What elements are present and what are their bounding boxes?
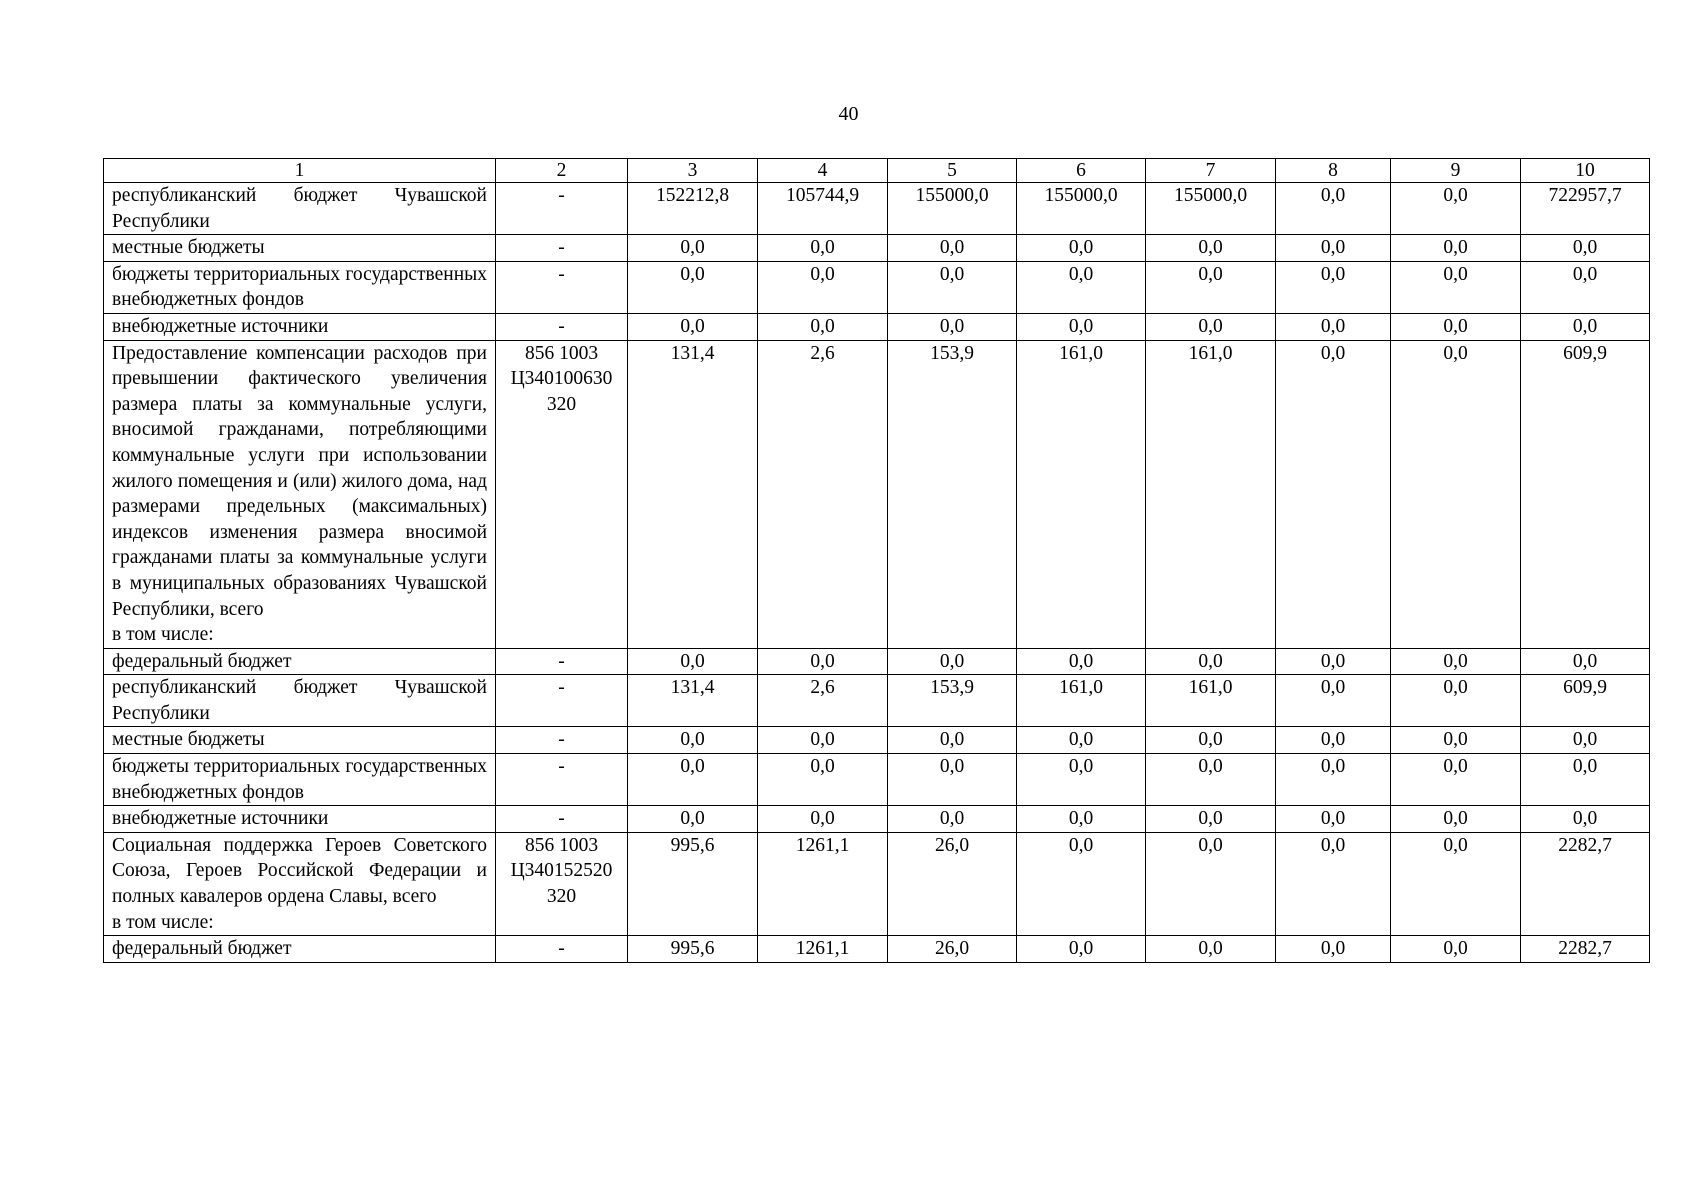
value-cell-col-7: 0,0 xyxy=(1146,235,1276,262)
value-cell-col-6: 161,0 xyxy=(1017,675,1146,727)
value-cell-col-8: 0,0 xyxy=(1276,832,1391,935)
value-cell-col-5: 153,9 xyxy=(888,340,1017,648)
value-cell-col-6: 0,0 xyxy=(1017,648,1146,675)
row-code: - xyxy=(496,936,628,963)
table-row xyxy=(104,261,1650,313)
value-cell-col-4: 2,6 xyxy=(758,675,888,727)
value-cell-col-10: 0,0 xyxy=(1521,648,1650,675)
value-cell-col-4: 0,0 xyxy=(758,235,888,262)
value-cell-col-6: 0,0 xyxy=(1017,832,1146,935)
row-name-text: местные бюджеты xyxy=(112,237,265,259)
value-cell-col-7: 0,0 xyxy=(1146,648,1276,675)
row-name-text: Социальная поддержка Героев Советского Союза, Героев Российской Федерации и полных кавалеров ордена Славы, всего xyxy=(112,834,487,908)
table-row xyxy=(104,936,1650,963)
page-number: 40 xyxy=(838,103,859,125)
header-cell-5: 5 xyxy=(888,159,1017,183)
value-cell-col-4: 1261,1 xyxy=(758,936,888,963)
value-cell-col-4: 0,0 xyxy=(758,261,888,313)
value-cell-col-5: 0,0 xyxy=(888,648,1017,675)
table-row xyxy=(104,648,1650,675)
value-cell-col-7: 0,0 xyxy=(1146,313,1276,340)
value-cell-col-6: 0,0 xyxy=(1017,313,1146,340)
header-cell-10: 10 xyxy=(1521,159,1650,183)
value-cell-col-5: 0,0 xyxy=(888,727,1017,754)
value-cell-col-8: 0,0 xyxy=(1276,648,1391,675)
value-cell-col-3: 0,0 xyxy=(628,235,758,262)
row-subtitle: в том числе: xyxy=(112,911,214,933)
value-cell-col-8: 0,0 xyxy=(1276,754,1391,806)
row-code: - xyxy=(496,648,628,675)
row-name xyxy=(104,727,496,754)
value-cell-col-4: 0,0 xyxy=(758,727,888,754)
header-cell-8: 8 xyxy=(1276,159,1391,183)
value-cell-col-5: 0,0 xyxy=(888,754,1017,806)
value-cell-col-9: 0,0 xyxy=(1391,261,1521,313)
value-cell-col-8: 0,0 xyxy=(1276,806,1391,833)
value-cell-col-5: 0,0 xyxy=(888,806,1017,833)
row-name xyxy=(104,340,496,648)
header-cell-2: 2 xyxy=(496,159,628,183)
value-cell-col-3: 152212,8 xyxy=(628,183,758,235)
row-name xyxy=(104,806,496,833)
value-cell-col-9: 0,0 xyxy=(1391,832,1521,935)
value-cell-col-6: 0,0 xyxy=(1017,727,1146,754)
value-cell-col-5: 0,0 xyxy=(888,235,1017,262)
value-cell-col-3: 0,0 xyxy=(628,648,758,675)
row-code: - xyxy=(496,183,628,235)
row-name xyxy=(104,936,496,963)
table-row xyxy=(104,675,1650,727)
value-cell-col-3: 0,0 xyxy=(628,261,758,313)
row-name-text: Предоставление компенсации расходов при превышении фактического увеличения размера платы за коммунальные услуги, вносимой гражданами, потребляющими коммунальные услуги при использовании жилого помещения и (или) жилого дома, над размерами предельных (максимальных) индексов изменения размера вносимой гражданами платы за коммунальные услуги в муниципальных образованиях Чувашской Республики, всего xyxy=(112,342,487,620)
value-cell-col-5: 0,0 xyxy=(888,261,1017,313)
value-cell-col-7: 0,0 xyxy=(1146,806,1276,833)
value-cell-col-5: 0,0 xyxy=(888,313,1017,340)
table-row xyxy=(104,340,1650,648)
row-code: 856 1003 Ц340152520 320 xyxy=(496,832,628,935)
row-code: - xyxy=(496,313,628,340)
row-subtitle: в том числе: xyxy=(112,624,214,646)
value-cell-col-4: 0,0 xyxy=(758,313,888,340)
value-cell-col-9: 0,0 xyxy=(1391,936,1521,963)
table-row xyxy=(104,832,1650,935)
row-code: 856 1003 Ц340100630 320 xyxy=(496,340,628,648)
row-name xyxy=(104,313,496,340)
value-cell-col-4: 0,0 xyxy=(758,806,888,833)
value-cell-col-5: 153,9 xyxy=(888,675,1017,727)
header-row xyxy=(104,159,1650,183)
value-cell-col-7: 0,0 xyxy=(1146,936,1276,963)
value-cell-col-8: 0,0 xyxy=(1276,340,1391,648)
value-cell-col-7: 161,0 xyxy=(1146,675,1276,727)
value-cell-col-9: 0,0 xyxy=(1391,340,1521,648)
table-row xyxy=(104,727,1650,754)
value-cell-col-6: 161,0 xyxy=(1017,340,1146,648)
value-cell-col-3: 0,0 xyxy=(628,806,758,833)
value-cell-col-8: 0,0 xyxy=(1276,183,1391,235)
header-cell-6: 6 xyxy=(1017,159,1146,183)
value-cell-col-8: 0,0 xyxy=(1276,313,1391,340)
row-name xyxy=(104,754,496,806)
value-cell-col-5: 26,0 xyxy=(888,832,1017,935)
value-cell-col-3: 995,6 xyxy=(628,936,758,963)
value-cell-col-3: 0,0 xyxy=(628,754,758,806)
row-code: - xyxy=(496,675,628,727)
row-name xyxy=(104,261,496,313)
value-cell-col-7: 155000,0 xyxy=(1146,183,1276,235)
value-cell-col-9: 0,0 xyxy=(1391,235,1521,262)
value-cell-col-7: 0,0 xyxy=(1146,261,1276,313)
row-name-text: республиканский бюджет Чувашской Республики xyxy=(112,185,487,232)
header-cell-3: 3 xyxy=(628,159,758,183)
value-cell-col-3: 995,6 xyxy=(628,832,758,935)
value-cell-col-10: 722957,7 xyxy=(1521,183,1650,235)
value-cell-col-10: 0,0 xyxy=(1521,727,1650,754)
value-cell-col-4: 0,0 xyxy=(758,648,888,675)
value-cell-col-6: 0,0 xyxy=(1017,235,1146,262)
budget-table xyxy=(103,158,1650,963)
value-cell-col-10: 0,0 xyxy=(1521,806,1650,833)
value-cell-col-10: 0,0 xyxy=(1521,261,1650,313)
value-cell-col-3: 0,0 xyxy=(628,727,758,754)
value-cell-col-6: 0,0 xyxy=(1017,806,1146,833)
value-cell-col-9: 0,0 xyxy=(1391,806,1521,833)
value-cell-col-3: 0,0 xyxy=(628,313,758,340)
value-cell-col-9: 0,0 xyxy=(1391,313,1521,340)
value-cell-col-10: 2282,7 xyxy=(1521,832,1650,935)
value-cell-col-8: 0,0 xyxy=(1276,675,1391,727)
row-code: - xyxy=(496,727,628,754)
value-cell-col-3: 131,4 xyxy=(628,340,758,648)
value-cell-col-7: 0,0 xyxy=(1146,754,1276,806)
row-name-text: федеральный бюджет xyxy=(112,650,292,672)
value-cell-col-10: 609,9 xyxy=(1521,340,1650,648)
row-code: - xyxy=(496,806,628,833)
value-cell-col-8: 0,0 xyxy=(1276,235,1391,262)
row-name xyxy=(104,183,496,235)
table-body xyxy=(104,159,1650,963)
header-cell-4: 4 xyxy=(758,159,888,183)
row-name xyxy=(104,235,496,262)
value-cell-col-5: 155000,0 xyxy=(888,183,1017,235)
row-name-text: внебюджетные источники xyxy=(112,315,329,337)
row-name-text: бюджеты территориальных государственных внебюджетных фондов xyxy=(112,263,487,311)
table-row xyxy=(104,754,1650,806)
value-cell-col-8: 0,0 xyxy=(1276,936,1391,963)
value-cell-col-6: 0,0 xyxy=(1017,936,1146,963)
table-row xyxy=(104,183,1650,235)
row-code: - xyxy=(496,754,628,806)
value-cell-col-9: 0,0 xyxy=(1391,754,1521,806)
value-cell-col-10: 2282,7 xyxy=(1521,936,1650,963)
value-cell-col-4: 0,0 xyxy=(758,754,888,806)
row-code: - xyxy=(496,261,628,313)
value-cell-col-7: 161,0 xyxy=(1146,340,1276,648)
value-cell-col-9: 0,0 xyxy=(1391,183,1521,235)
header-cell-1: 1 xyxy=(104,159,496,183)
table-row xyxy=(104,806,1650,833)
row-name xyxy=(104,832,496,935)
value-cell-col-10: 0,0 xyxy=(1521,754,1650,806)
value-cell-col-10: 609,9 xyxy=(1521,675,1650,727)
value-cell-col-4: 105744,9 xyxy=(758,183,888,235)
value-cell-col-6: 0,0 xyxy=(1017,261,1146,313)
row-name-text: бюджеты территориальных государственных внебюджетных фондов xyxy=(112,756,487,803)
table-row xyxy=(104,313,1650,340)
row-name-text: внебюджетные источники xyxy=(112,808,329,830)
value-cell-col-4: 2,6 xyxy=(758,340,888,648)
table-row xyxy=(104,235,1650,262)
value-cell-col-5: 26,0 xyxy=(888,936,1017,963)
value-cell-col-7: 0,0 xyxy=(1146,727,1276,754)
row-name-text: местные бюджеты xyxy=(112,729,265,751)
value-cell-col-10: 0,0 xyxy=(1521,313,1650,340)
value-cell-col-6: 155000,0 xyxy=(1017,183,1146,235)
value-cell-col-6: 0,0 xyxy=(1017,754,1146,806)
row-name xyxy=(104,648,496,675)
row-name-text: федеральный бюджет xyxy=(112,938,292,960)
value-cell-col-9: 0,0 xyxy=(1391,727,1521,754)
row-name-text: республиканский бюджет Чувашской Республики xyxy=(112,677,487,724)
value-cell-col-9: 0,0 xyxy=(1391,648,1521,675)
row-name xyxy=(104,675,496,727)
value-cell-col-4: 1261,1 xyxy=(758,832,888,935)
header-cell-9: 9 xyxy=(1391,159,1521,183)
value-cell-col-3: 131,4 xyxy=(628,675,758,727)
value-cell-col-7: 0,0 xyxy=(1146,832,1276,935)
value-cell-col-9: 0,0 xyxy=(1391,675,1521,727)
row-code: - xyxy=(496,235,628,262)
value-cell-col-8: 0,0 xyxy=(1276,727,1391,754)
value-cell-col-8: 0,0 xyxy=(1276,261,1391,313)
header-cell-7: 7 xyxy=(1146,159,1276,183)
value-cell-col-10: 0,0 xyxy=(1521,235,1650,262)
